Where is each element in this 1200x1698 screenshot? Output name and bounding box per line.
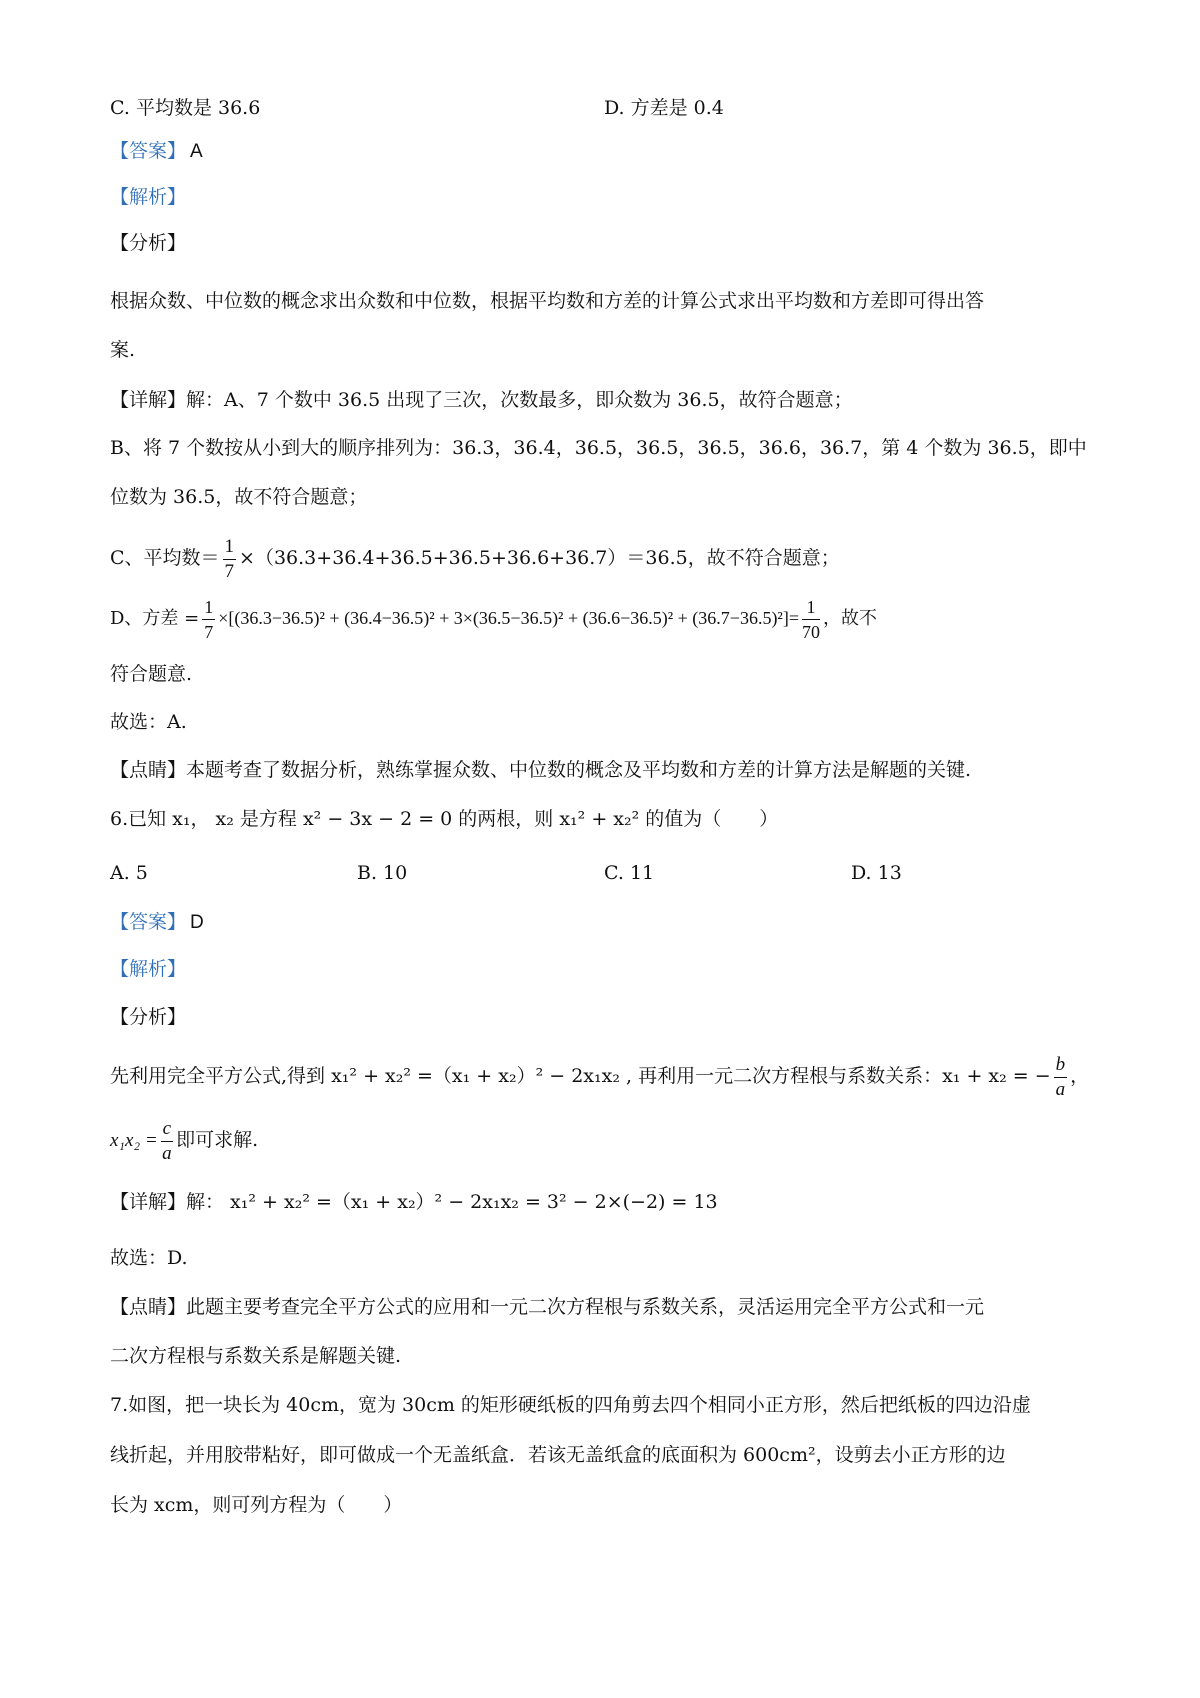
choose-line: 故选：D.: [110, 1247, 188, 1269]
fenxi-text-tail: 即可求解.: [176, 1129, 259, 1151]
dianjing-line: 【点睛】本题考查了数据分析，熟练掌握众数、中位数的概念及平均数和方差的计算方法是解题的关键.: [110, 759, 972, 781]
fenxi-text-tail: ，: [1070, 1065, 1090, 1087]
fenxi-formula-line-2: [110, 1112, 1100, 1169]
variance-expression: ×[(36.3−36.5)² + (36.4−36.5)² + 3×(36.5−36.5)² + (36.6−36.5)² + (36.7−36.5)²]=: [218, 608, 799, 628]
answer-tag: 【答案】: [110, 911, 187, 933]
fenxi-tag: 【分析】: [110, 232, 187, 254]
vieta-product: x₁x₂ =: [110, 1130, 158, 1151]
variance-fraction: [202, 595, 215, 644]
fraction-numerator: b: [1054, 1053, 1068, 1078]
fraction-numerator: 1: [223, 535, 237, 560]
analysis-tag: 【解析】: [110, 958, 187, 980]
analysis-tag: 【解析】: [110, 186, 187, 208]
variance-formula-line: [110, 590, 1100, 647]
detail-line: 【详解】解： x₁² + x₂² =（x₁ + x₂）² − 2x₁x₂ = 3² − 2×(−2) = 13: [110, 1191, 718, 1213]
option-d: D. 方差是 0.4: [604, 97, 724, 119]
fraction-denominator: 7: [204, 621, 214, 642]
answer-value: D: [190, 912, 204, 933]
option-b: B. 10: [357, 862, 408, 884]
mean-fraction: [223, 535, 237, 584]
option-d: D. 13: [851, 862, 902, 884]
dianjing-line-2: 二次方程根与系数关系是解题关键.: [110, 1345, 402, 1367]
question-7-line-1: 7.如图，把一块长为 40cm，宽为 30cm 的矩形硬纸板的四角剪去四个相同小正方形，然后把纸板的四边沿虚: [110, 1394, 1031, 1416]
detail-line-2: B、将 7 个数按从小到大的顺序排列为：36.3，36.4，36.5，36.5，36.5，36.6，36.7，第 4 个数为 36.5，即中: [110, 437, 1087, 459]
fenxi-formula-line-1: [110, 1048, 1100, 1104]
option-c: C. 11: [604, 862, 655, 884]
mean-formula-line: [110, 530, 1100, 586]
mean-prefix: C、平均数＝: [110, 547, 220, 569]
question-6-stem: 6.已知 x₁， x₂ 是方程 x² − 3x − 2 = 0 的两根，则 x₁² + x₂² 的值为（ ）: [110, 808, 779, 830]
fraction-denominator: 70: [801, 621, 820, 642]
variance-result-fraction: [802, 595, 820, 644]
fenxi-tag: 【分析】: [110, 1006, 187, 1028]
variance-tail: ，故不: [822, 608, 877, 629]
fraction-denominator: a: [162, 1142, 172, 1164]
fraction-numerator: 1: [202, 595, 215, 620]
question-7-line-2: 线折起，并用胶带粘好，即可做成一个无盖纸盒．若该无盖纸盒的底面积为 600cm²，设剪去小正方形的边: [110, 1444, 1006, 1466]
mean-rest: ×（36.3+36.4+36.5+36.5+36.6+36.7）＝36.5，故不符合题意；: [239, 547, 840, 569]
fraction-denominator: a: [1055, 1078, 1066, 1100]
variance-prefix: D、方差 =: [110, 608, 200, 629]
dianjing-line-1: 【点睛】此题主要考查完全平方公式的应用和一元二次方程根与系数关系，灵活运用完全平方公式和一元: [110, 1296, 985, 1318]
fenxi-text: 先利用完全平方公式,得到 x₁² + x₂² =（x₁ + x₂）² − 2x₁x₂ , 再利用一元二次方程根与系数关系：x₁ + x₂ = −: [110, 1065, 1051, 1087]
answer-value: A: [190, 141, 203, 162]
answer-line: [110, 137, 1100, 166]
fenxi-text-1: 根据众数、中位数的概念求出众数和中位数，根据平均数和方差的计算公式求出平均数和方差即可得出答: [110, 290, 985, 312]
vieta-product-fraction: [161, 1117, 173, 1166]
fenxi-text-2: 案.: [110, 339, 136, 361]
detail-line-3: 位数为 36.5，故不符合题意；: [110, 486, 368, 508]
variance-line-2: 符合题意.: [110, 663, 193, 685]
answer-tag: 【答案】: [110, 140, 187, 162]
question-7-line-3: 长为 xcm，则可列方程为（ ）: [110, 1494, 403, 1516]
vieta-sum-fraction: [1054, 1053, 1068, 1102]
fraction-denominator: 7: [224, 560, 235, 582]
fraction-numerator: 1: [802, 595, 820, 620]
answer-line: [110, 908, 1100, 937]
fraction-numerator: c: [161, 1117, 173, 1142]
option-a: A. 5: [110, 862, 148, 884]
choose-line: 故选：A.: [110, 711, 187, 733]
option-c: C. 平均数是 36.6: [110, 97, 261, 119]
detail-line-1: 【详解】解：A、7 个数中 36.5 出现了三次，次数最多，即众数为 36.5，故符合题意；: [110, 389, 853, 411]
